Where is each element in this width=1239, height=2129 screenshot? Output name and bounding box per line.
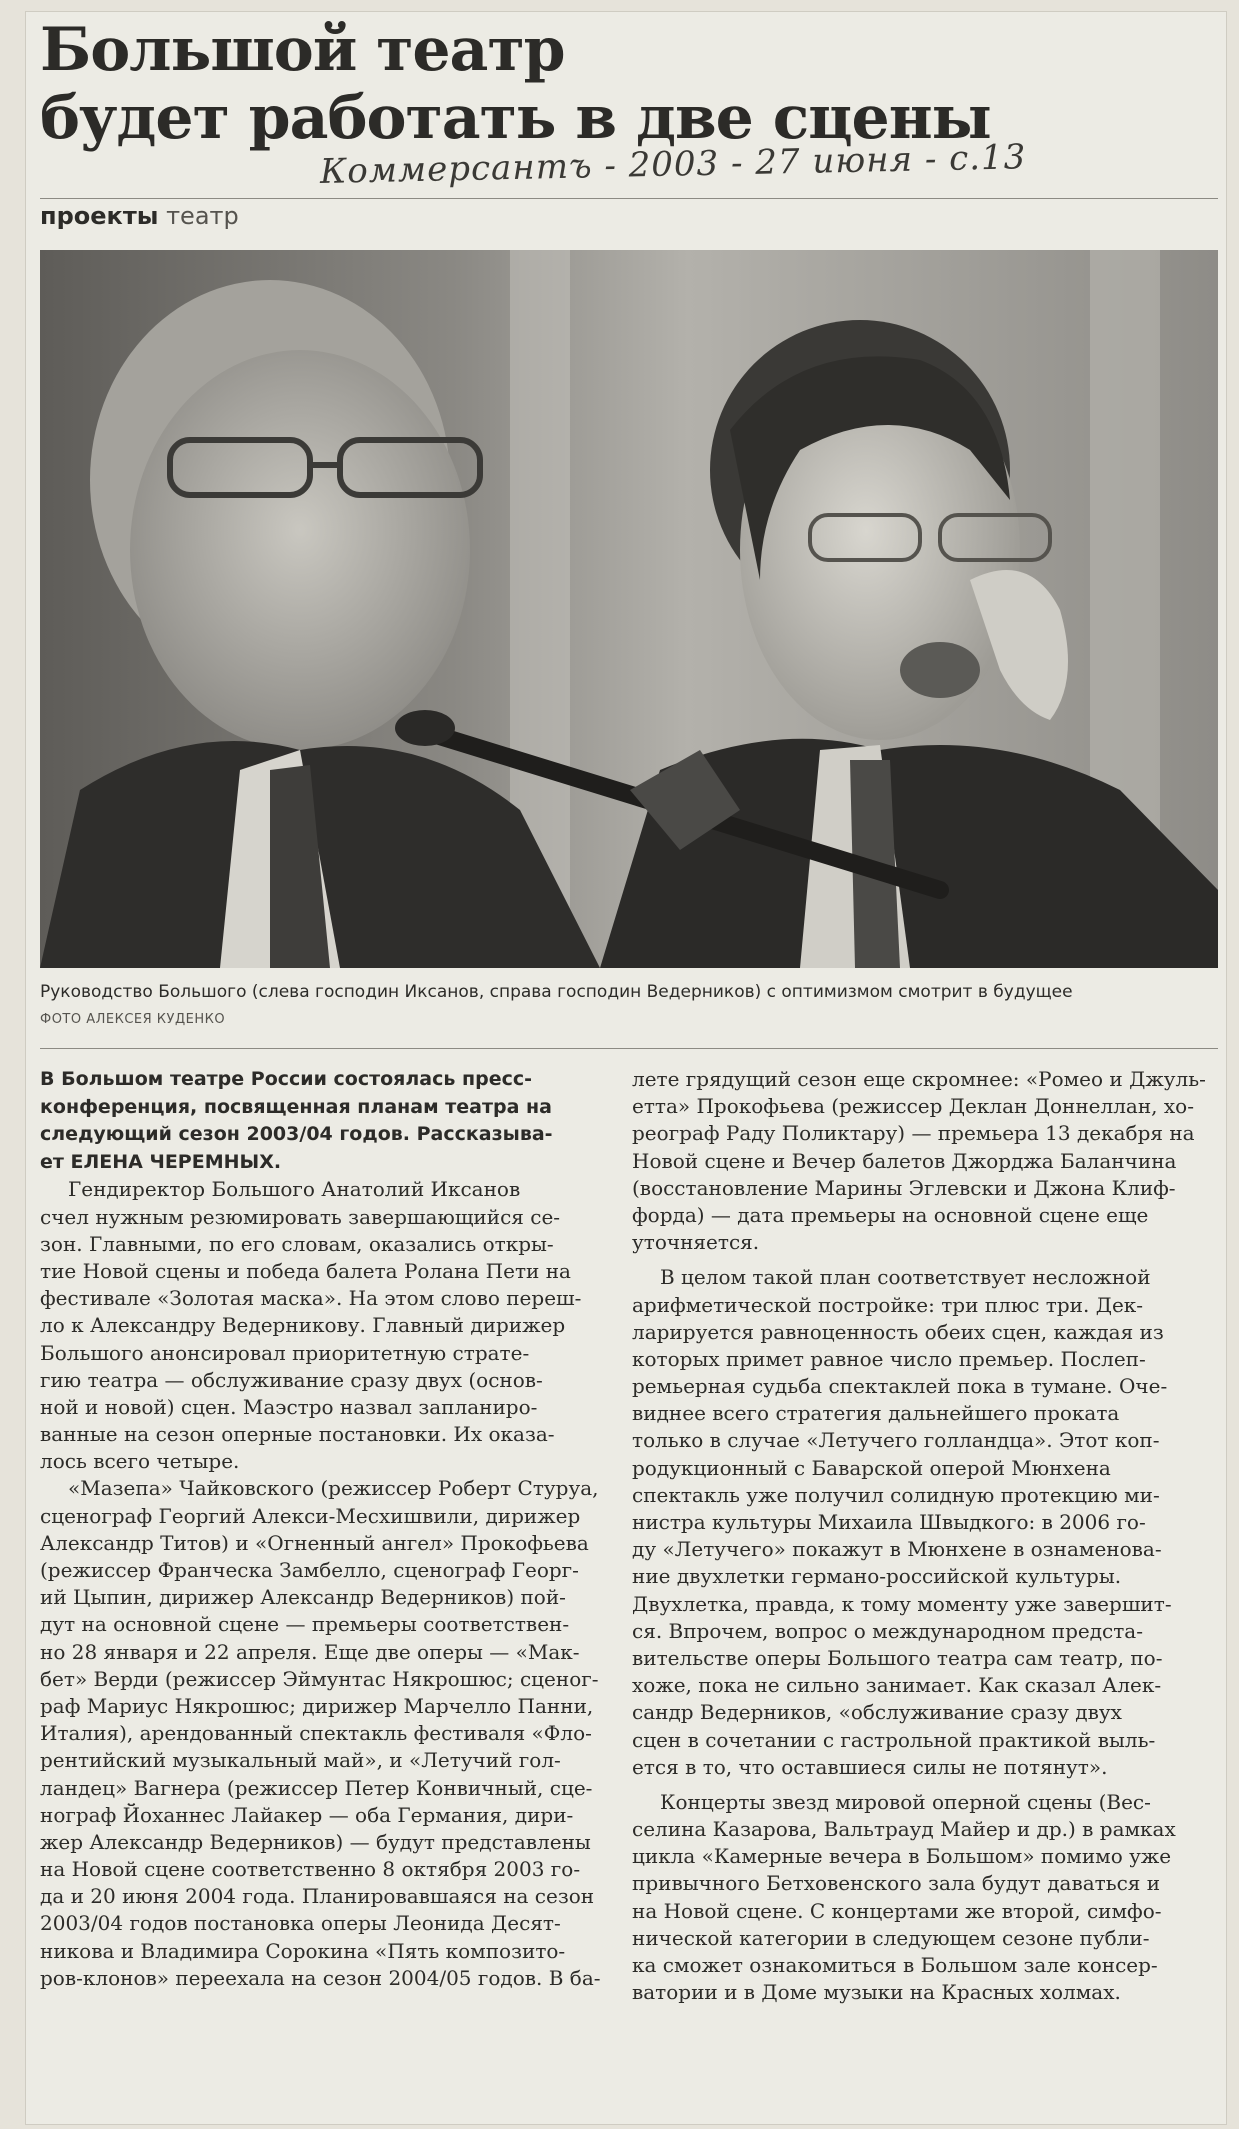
text-line: раф Мариус Някрошюс; дирижер Марчелло Панни, <box>40 1693 594 1718</box>
divider-middle <box>40 1048 1218 1049</box>
text-line: реограф Раду Поликтару) — премьера 13 декабря на <box>632 1121 1195 1146</box>
text-line: рентийский музыкальный май», и «Летучий гол- <box>40 1748 561 1773</box>
article-lead <box>40 1066 612 1176</box>
text-line: ние двухлетки германо-российской культуры. <box>632 1564 1122 1589</box>
text-line: жер Александр Ведерников) — будут представлены <box>40 1829 591 1854</box>
text-line: счел нужным резюмировать завершающийся се- <box>40 1204 561 1229</box>
text-line: никова и Владимира Сорокина «Пять композито- <box>40 1938 566 1963</box>
text-line: нограф Йоханнес Лайакер — оба Германия, дири- <box>40 1802 574 1827</box>
headline-line-1: Большой театр <box>40 15 565 85</box>
divider-top <box>40 198 1218 199</box>
text-line: бет» Верди (режиссер Эймунтас Някрошюс; сценог- <box>40 1666 599 1691</box>
text-line: Гендиректор Большого Анатолий Иксанов <box>68 1177 521 1202</box>
text-line: на Новой сцене. С концертами же второй, симфо- <box>632 1898 1162 1923</box>
text-line: спектакль уже получил солидную протекцию ми- <box>632 1482 1160 1507</box>
text-line: «Мазепа» Чайковского (режиссер Роберт Стуруа, <box>68 1476 599 1501</box>
text-line: арифметической постройке: три плюс три. Дек- <box>632 1292 1144 1317</box>
text-line: лете грядущий сезон еще скромнее: «Ромео и Джуль- <box>632 1067 1206 1091</box>
lead-line: конференция, посвященная планам театра на <box>40 1095 552 1118</box>
text-line: да и 20 июня 2004 года. Планировавшаяся на сезон <box>40 1884 595 1909</box>
text-line: 2003/04 годов постановка оперы Леонида Десят- <box>40 1911 561 1936</box>
rubric-sub: театр <box>166 202 239 230</box>
photo-caption: Руководство Большого (слева господин Иксанов, справа господин Ведерников) с оптимизмом смотрит в будущее <box>40 982 1073 1002</box>
text-line: ется в то, что оставшиеся силы не потянут». <box>632 1754 1108 1779</box>
text-line: етта» Прокофьева (режиссер Деклан Доннеллан, хо- <box>632 1094 1194 1119</box>
text-line: ий Цыпин, дирижер Александр Ведерников) пой- <box>40 1585 566 1610</box>
text-line: гию театра — обслуживание сразу двух (основ- <box>40 1367 543 1392</box>
text-line: ка сможет ознакомиться в Большом зале консер- <box>632 1953 1158 1977</box>
text-line: ной и новой) сцен. Маэстро назвал запланиро- <box>40 1394 538 1419</box>
headline <box>40 16 1040 152</box>
text-line: В целом такой план соответствует несложной <box>660 1265 1151 1290</box>
text-line: форда) — дата премьеры на основной сцене еще <box>632 1202 1149 1227</box>
text-line: Большого анонсировал приоритетную страте- <box>40 1340 530 1365</box>
handwritten-source-note: Коммерсантъ - 2003 - 27 июня - с.13 <box>319 137 1027 192</box>
paragraph-gap <box>632 1781 1212 1789</box>
text-line: только в случае «Летучего голландца». Этот коп- <box>632 1428 1160 1453</box>
rubric-main: проекты <box>40 202 159 230</box>
text-line: дут на основной сцене — премьеры соответствен- <box>40 1612 570 1637</box>
text-line: Концерты звезд мировой оперной сцены (Вес- <box>660 1789 1151 1814</box>
article-body-left <box>40 1176 612 1992</box>
text-line: на Новой сцене соответственно 8 октября 2003 го- <box>40 1857 581 1882</box>
text-line: ремьерная судьба спектаклей пока в тумане. Оче- <box>632 1374 1168 1399</box>
text-line: уточняется. <box>632 1230 760 1255</box>
text-line: ларируется равноценность обеих сцен, каждая из <box>632 1319 1164 1344</box>
lead-line: В Большом театре России состоялась пресс- <box>40 1068 533 1090</box>
text-line: Новой сцене и Вечер балетов Джорджа Баланчина <box>632 1148 1177 1173</box>
text-line: зон. Главными, по его словам, оказались откры- <box>40 1231 554 1256</box>
text-line: фестивале «Золотая маска». На этом слово переш- <box>40 1286 582 1311</box>
photo-credit: ФОТО АЛЕКСЕЯ КУДЕНКО <box>40 1012 226 1027</box>
article-column-left <box>40 1066 612 1992</box>
text-line: которых примет равное число премьер. Послеп- <box>632 1346 1146 1371</box>
paragraph-gap <box>632 1256 1212 1264</box>
text-line: лось всего четыре. <box>40 1449 240 1474</box>
headline-line-2: будет работать в две сцены <box>40 83 991 153</box>
press-conference-photo <box>40 250 1218 968</box>
text-line: виднее всего стратегия дальнейшего проката <box>632 1401 1120 1426</box>
rubric <box>40 202 239 230</box>
text-line: цикла «Камерные вечера в Большом» помимо уже <box>632 1844 1172 1869</box>
text-line: (восстановление Марины Эглевски и Джона Клиф- <box>632 1175 1176 1200</box>
text-line: ду «Летучего» покажут в Мюнхене в ознаменова- <box>632 1537 1162 1562</box>
text-line: вительстве оперы Большого театра сам театр, по- <box>632 1645 1163 1670</box>
text-line: ванные на сезон оперные постановки. Их оказа- <box>40 1422 555 1447</box>
text-line: селина Казарова, Вальтрауд Майер и др.) в рамках <box>632 1817 1176 1842</box>
text-line: родукционный с Баварской оперой Мюнхена <box>632 1455 1111 1480</box>
text-line: ся. Впрочем, вопрос о международном предста- <box>632 1618 1143 1643</box>
text-line: тие Новой сцены и победа балета Ролана Пети на <box>40 1258 571 1283</box>
text-line: привычного Бетховенского зала будут даваться и <box>632 1871 1161 1896</box>
text-line: сценограф Георгий Алекси-Месхишвили, дирижер <box>40 1503 581 1528</box>
text-line: сандр Ведерников, «обслуживание сразу двух <box>632 1700 1122 1725</box>
text-line: нистра культуры Михаила Швыдкого: в 2006 го- <box>632 1510 1146 1534</box>
lead-line: следующий сезон 2003/04 годов. Рассказыва- <box>40 1123 553 1146</box>
text-line: ватории и в Доме музыки на Красных холмах. <box>632 1980 1121 2005</box>
article-column-right <box>632 1066 1212 2006</box>
text-line: Италия), арендованный спектакль фестиваля «Фло- <box>40 1721 592 1746</box>
text-line: ландец» Вагнера (режиссер Петер Конвичный, сце- <box>40 1775 593 1800</box>
text-line: сцен в сочетании с гастрольной практикой выль- <box>632 1727 1156 1752</box>
text-line: Двухлетка, правда, к тому моменту уже завершит- <box>632 1591 1172 1616</box>
text-line: нической категории в следующем сезоне публи- <box>632 1925 1150 1950</box>
lead-line: ет ЕЛЕНА ЧЕРЕМНЫХ. <box>40 1150 282 1173</box>
text-line: ров-клонов» переехала на сезон 2004/05 годов. В ба- <box>40 1965 601 1990</box>
text-line: (режиссер Франческа Замбелло, сценограф Георг- <box>40 1558 579 1582</box>
text-line: Александр Титов) и «Огненный ангел» Прокофьева <box>40 1530 589 1555</box>
text-line: ло к Александру Ведерникову. Главный дирижер <box>40 1313 566 1338</box>
text-line: хоже, пока не сильно занимает. Как сказал Алек- <box>632 1673 1162 1698</box>
text-line: но 28 января и 22 апреля. Еще две оперы — «Мак- <box>40 1639 580 1664</box>
